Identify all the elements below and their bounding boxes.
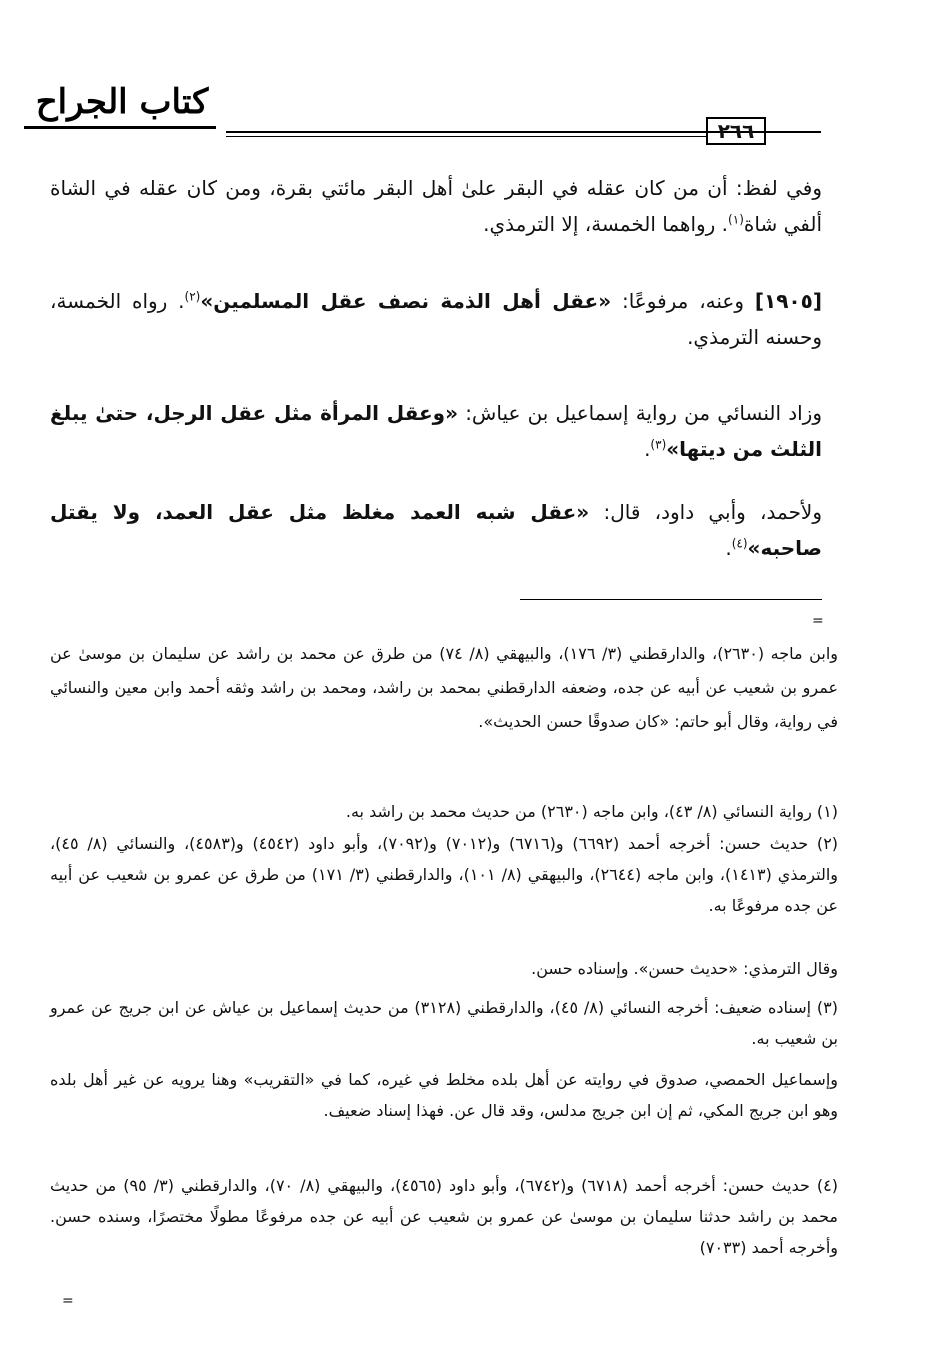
hadith-quote: «عقل شبه العمد مغلظ مثل عقل العمد، ولا يقتل صاحبه» (50, 500, 822, 560)
footnote-3-note: وإسماعيل الحمصي، صدوق في روايته عن أهل بلده مخلط في غيره، كما في «التقريب» وهنا يرويه عن غير أهل بلده وهو ابن جريج المكي، ثم إن ابن جريج مدلس، وقد قال عن. فهذا إسناد ضعيف. (50, 1070, 838, 1120)
footnote-ref-1[interactable]: (١) (728, 212, 744, 227)
paragraph-text: وعنه، مرفوعًا: (611, 289, 755, 313)
page-number: ٢٦٦ (706, 117, 766, 145)
paragraph-nasai-addition (50, 395, 822, 467)
hadith-1905 (50, 283, 822, 355)
footnote-4: (٤) حديث حسن: أخرجه أحمد (٦٧١٨) و(٦٧٤٢)، وأبو داود (٤٥٦٥)، والبيهقي (٨/ ٧٠)، والدارقطني (٣/ ٩٥) من حديث محمد بن راشد حدثنا سليمان بن موسىٰ عن عمرو بن شعيب عن أبيه عن جده مرفوعًا مطولًا مختصرًا، وسنده حسن. وأخرجه أحمد (٧٠٣٣) (50, 1176, 838, 1257)
paragraph-ahmad-abudawud (50, 494, 822, 566)
footnote-ref-2[interactable]: (٢) (184, 289, 201, 304)
paragraph-variant-wording (50, 170, 822, 242)
paragraph-text: وفي لفظ: أن من كان عقله في البقر علىٰ أهل البقر مائتي بقرة، ومن كان عقله في الشاة ألفي شاة (50, 176, 822, 236)
hadith-quote: «عقل أهل الذمة نصف عقل المسلمين» (200, 289, 612, 313)
footnote-2: (٢) حديث حسن: أخرجه أحمد (٦٦٩٢) و(٦٧١٦) و(٧٠١٢) و(٧٠٩٢)، وأبو داود (٤٥٤٢) و(٤٥٨٣)، والنسائي (٨/ ٤٥)، والترمذي (١٤١٣)، وابن ماجه (٢٦٤٤)، والبيهقي (٨/ ١٠١)، والدارقطني (٣/ ١٧١) من طرق عن عمرو بن شعيب عن أبيه عن جده مرفوعًا به. (50, 834, 839, 915)
hadith-quote: «وعقل المرأة مثل عقل الرجل، حتىٰ يبلغ الثلث من ديتها» (50, 401, 822, 461)
paragraph-text: ولأحمد، وأبي داود، قال: (589, 500, 822, 524)
footnote-separator (520, 599, 822, 600)
footnote-ref-3[interactable]: (٣) (650, 437, 667, 452)
running-header-title: كتاب الجراح (35, 82, 209, 122)
footnote-2-note: وقال الترمذي: «حديث حسن». وإسناده حسن. (531, 959, 838, 978)
paragraph-text: . رواهما الخمسة، إلا الترمذي. (483, 212, 729, 236)
continuation-mark: = (812, 613, 824, 629)
paragraph-text: . (725, 536, 732, 560)
footnote-continuation: وابن ماجه (٢٦٣٠)، والدارقطني (٣/ ١٧٦)، والبيهقي (٨/ ٧٤) من طرق عن محمد بن راشد عن سليمان بن موسىٰ عن عمرو بن شعيب عن أبيه عن جده، وضعفه الدارقطني بمحمد بن راشد، ومحمد بن راشد وثقه أحمد وابن معين والنسائي في رواية، وقال أبو حاتم: «كان صدوقًا حسن الحديث». (50, 644, 838, 731)
footnote-ref-4[interactable]: (٤) (731, 536, 748, 551)
footnote-3: (٣) إسناده ضعيف: أخرجه النسائي (٨/ ٤٥)، والدارقطني (٣١٢٨) من حديث إسماعيل بن عياش عن ابن جريج عن عمرو بن شعيب به. (50, 998, 838, 1048)
header-rule-thin (226, 136, 706, 137)
footnote-1: (١) رواية النسائي (٨/ ٤٣)، وابن ماجه (٢٦٣٠) من حديث محمد بن راشد به. (345, 802, 838, 821)
end-continuation-mark: = (62, 1293, 74, 1309)
paragraph-text: . رواه الخمسة، وحسنه الترمذي. (50, 289, 822, 349)
hadith-number: [١٩٠٥] (754, 289, 822, 313)
header-title-underline (24, 126, 216, 129)
paragraph-text: وزاد النسائي من رواية إسماعيل بن عياش: (458, 401, 822, 425)
paragraph-text: . (644, 437, 651, 461)
